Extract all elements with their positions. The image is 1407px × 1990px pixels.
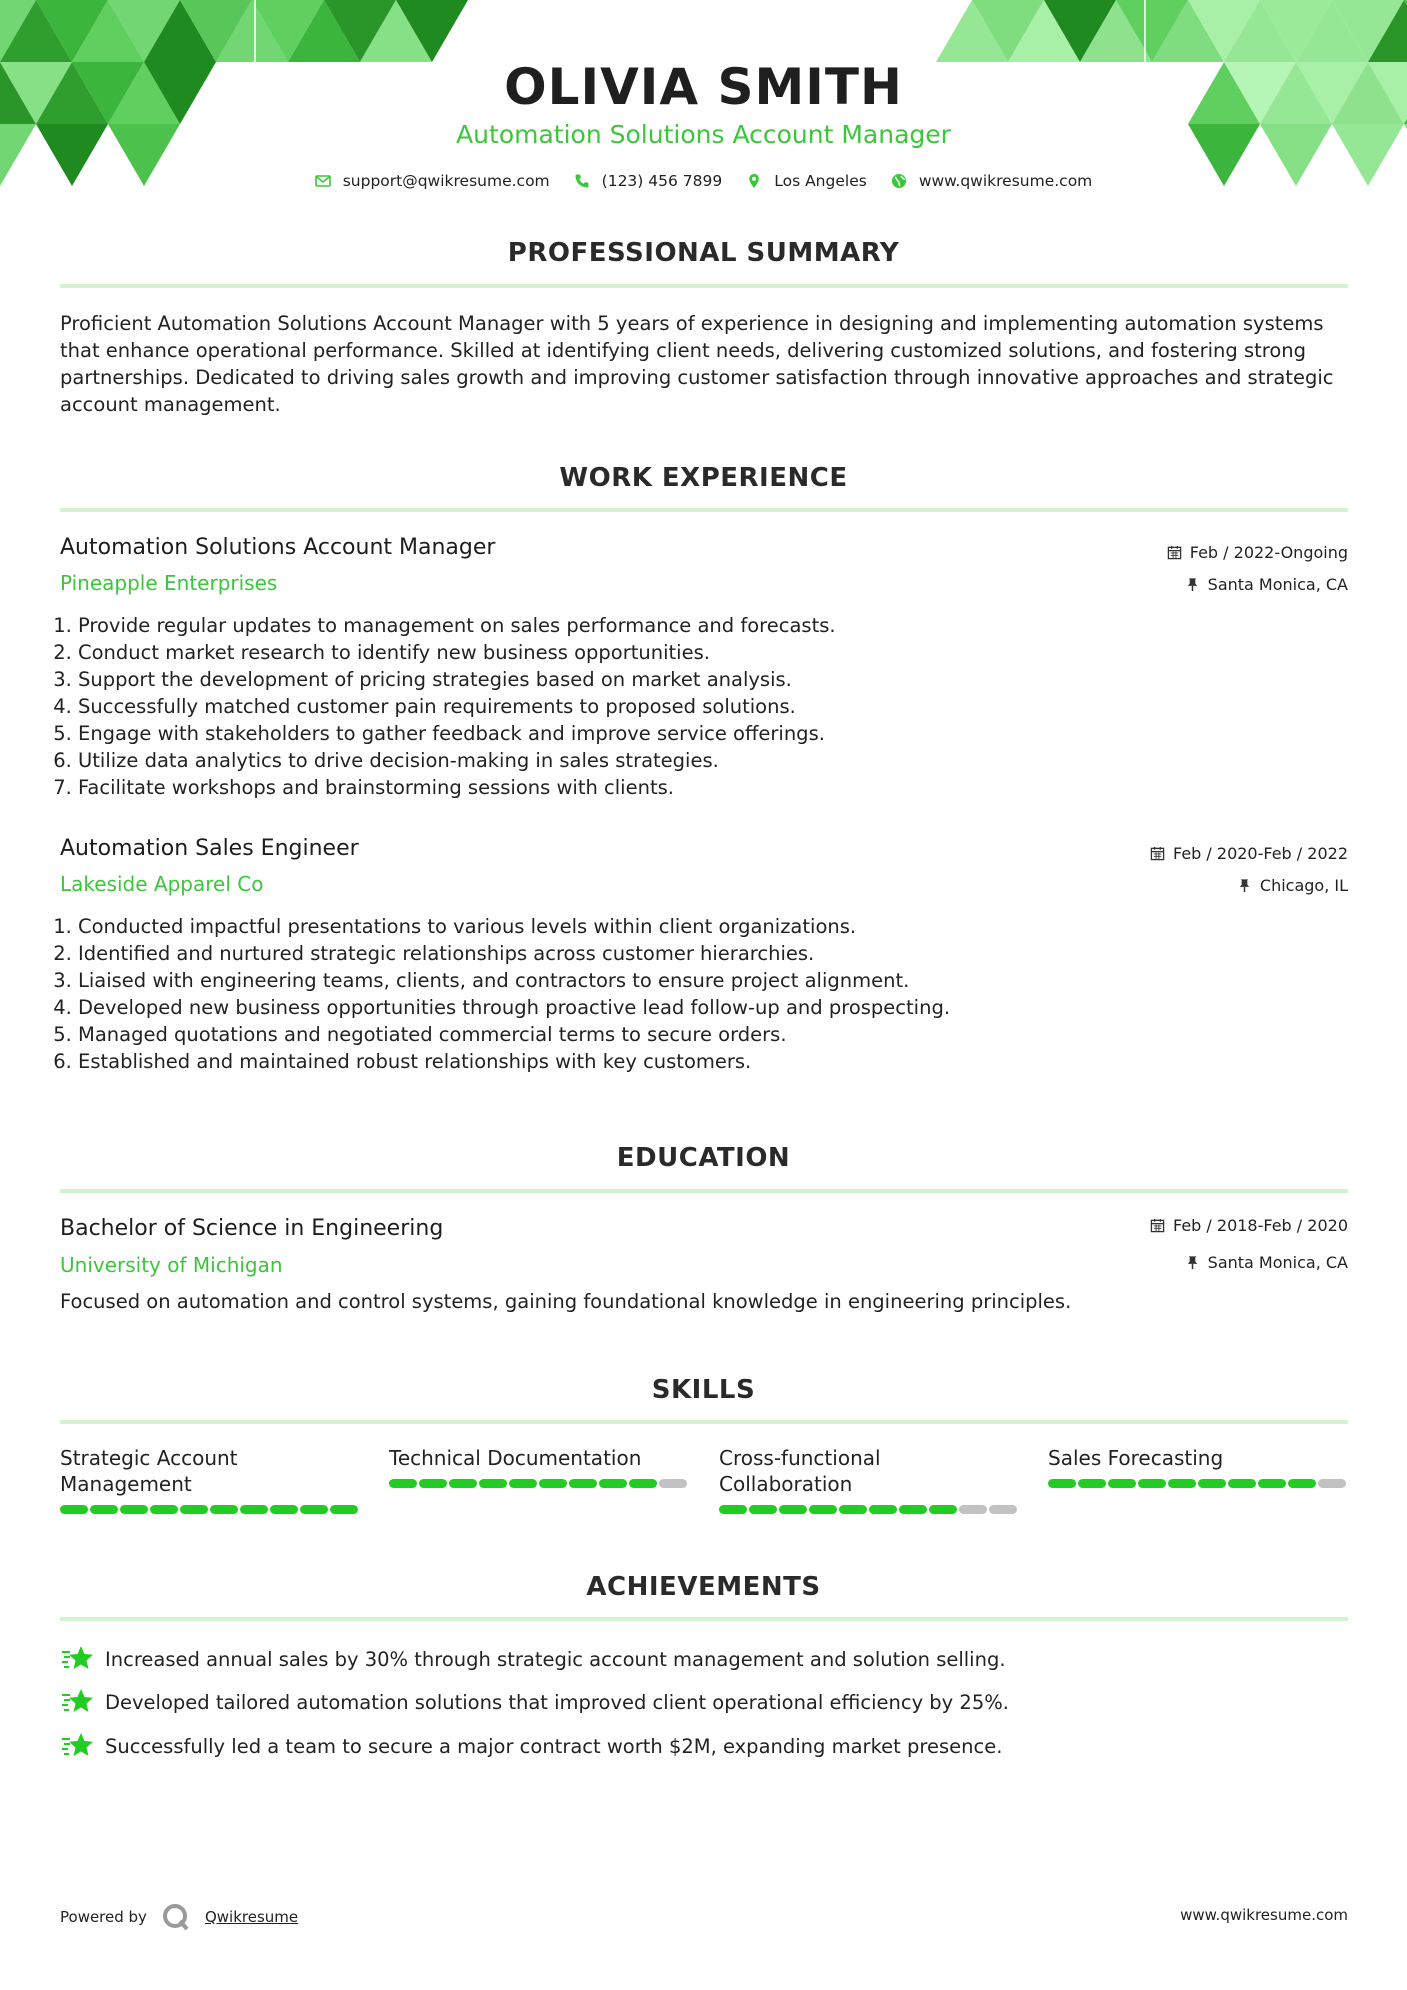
skill-item — [60, 1445, 360, 1514]
list-item: 6. Utilize data analytics to drive decision-making in sales strategies. — [78, 747, 836, 774]
skill-level-segment — [539, 1479, 567, 1488]
skill-level-segment — [839, 1505, 867, 1514]
skill-level-segment — [389, 1479, 417, 1488]
skill-level-segment — [330, 1505, 358, 1514]
list-item: 5. Engage with stakeholders to gather feedback and improve service offerings. — [78, 720, 836, 747]
skill-level-segment — [270, 1505, 298, 1514]
qwikresume-link[interactable]: Qwikresume — [204, 1908, 299, 1926]
star-icon — [60, 1644, 94, 1674]
achievement-text: Developed tailored automation solutions that improved client operational efficiency by 25%. — [105, 1690, 1009, 1714]
skill-level-segment — [90, 1505, 118, 1514]
skill-level-segment — [419, 1479, 447, 1488]
skill-level-segment — [120, 1505, 148, 1514]
skill-item — [389, 1445, 689, 1488]
job-2-location-text: Chicago, IL — [1259, 876, 1348, 895]
globe-icon — [891, 173, 907, 189]
list-item: 4. Successfully matched customer pain requirements to proposed solutions. — [78, 693, 836, 720]
phone-icon — [574, 173, 590, 189]
list-item: 7. Facilitate workshops and brainstorming sessions with clients. — [78, 774, 836, 801]
skill-level-segment — [989, 1505, 1017, 1514]
job-1-bullets — [52, 612, 836, 801]
skill-level-segment — [1138, 1479, 1166, 1488]
list-item: 5. Managed quotations and negotiated commercial terms to secure orders. — [78, 1021, 950, 1048]
skill-level-segment — [1198, 1479, 1226, 1488]
education-heading: EDUCATION — [616, 1143, 791, 1173]
list-item: 6. Established and maintained robust relationships with key customers. — [78, 1048, 950, 1075]
contact-bar — [0, 172, 1407, 190]
job-1-location — [1185, 575, 1348, 594]
skill-name: Sales Forecasting — [1048, 1446, 1224, 1470]
skill-level-segment — [150, 1505, 178, 1514]
skill-name: Cross-functional Collaboration — [719, 1446, 881, 1496]
education-description: Focused on automation and control systems, gaining foundational knowledge in engineering principles. — [60, 1290, 1072, 1313]
job-1-title: Automation Solutions Account Manager — [60, 535, 496, 560]
skill-level-segment — [899, 1505, 927, 1514]
skill-level-segment — [959, 1505, 987, 1514]
skill-level-segment — [779, 1505, 807, 1514]
envelope-icon — [315, 173, 331, 189]
skill-level-segment — [300, 1505, 328, 1514]
contact-website[interactable] — [891, 172, 1092, 190]
skill-level-segment — [1288, 1479, 1316, 1488]
skill-level-segment — [210, 1505, 238, 1514]
star-icon — [60, 1687, 94, 1717]
skill-level-segment — [449, 1479, 477, 1488]
achievement-text: Successfully led a team to secure a major contract worth $2M, expanding market presence. — [105, 1734, 1003, 1758]
achievements-divider — [60, 1617, 1348, 1621]
education-divider — [60, 1189, 1348, 1193]
list-item: 2. Conduct market research to identify new business opportunities. — [78, 639, 836, 666]
skill-level-segment — [869, 1505, 897, 1514]
powered-by-label: Powered by — [60, 1908, 147, 1926]
skill-level-bar — [719, 1505, 1019, 1514]
skill-level-segment — [629, 1479, 657, 1488]
skill-level-segment — [599, 1479, 627, 1488]
contact-phone[interactable] — [574, 172, 723, 190]
education-degree: Bachelor of Science in Engineering — [60, 1216, 444, 1241]
skill-level-bar — [60, 1505, 360, 1514]
job-2-title: Automation Sales Engineer — [60, 836, 359, 861]
job-2-dates-text: Feb / 2020-Feb / 2022 — [1173, 844, 1348, 863]
list-item: 1. Conducted impactful presentations to various levels within client organizations. — [78, 913, 950, 940]
skill-name: Technical Documentation — [389, 1446, 642, 1470]
list-item: 3. Liaised with engineering teams, clients, and contractors to ensure project alignment. — [78, 967, 950, 994]
footer-powered-by — [60, 1902, 298, 1932]
skill-level-segment — [569, 1479, 597, 1488]
achievements-heading: ACHIEVEMENTS — [586, 1572, 821, 1602]
summary-heading: PROFESSIONAL SUMMARY — [507, 238, 900, 268]
skill-level-segment — [60, 1505, 88, 1514]
skill-level-segment — [1258, 1479, 1286, 1488]
skill-level-segment — [1318, 1479, 1346, 1488]
skill-level-segment — [479, 1479, 507, 1488]
calendar-icon — [1167, 545, 1182, 560]
job-1-dates-text: Feb / 2022-Ongoing — [1189, 543, 1348, 562]
education-location-text: Santa Monica, CA — [1207, 1253, 1348, 1272]
job-1-location-text: Santa Monica, CA — [1207, 575, 1348, 594]
candidate-name: OLIVIA SMITH — [504, 58, 903, 116]
contact-phone-text: (123) 456 7899 — [601, 172, 723, 190]
contact-email[interactable] — [315, 172, 550, 190]
footer-website[interactable]: www.qwikresume.com — [1180, 1906, 1348, 1924]
skill-item — [1048, 1445, 1348, 1488]
experience-divider — [60, 508, 1348, 512]
calendar-icon — [1150, 1218, 1165, 1233]
skill-name: Strategic Account Management — [60, 1446, 238, 1496]
job-2-bullets — [52, 913, 950, 1075]
job-1-dates — [1167, 543, 1348, 562]
list-item: 3. Support the development of pricing strategies based on market analysis. — [78, 666, 836, 693]
skills-heading: SKILLS — [651, 1375, 756, 1405]
skill-level-segment — [1228, 1479, 1256, 1488]
skill-level-segment — [1078, 1479, 1106, 1488]
candidate-role: Automation Solutions Account Manager — [456, 120, 951, 149]
skill-item — [719, 1445, 1019, 1514]
contact-location-text: Los Angeles — [774, 172, 867, 190]
skill-level-bar — [1048, 1479, 1348, 1488]
achievement-text: Increased annual sales by 30% through strategic account management and solution selling. — [105, 1647, 1006, 1671]
skill-level-segment — [240, 1505, 268, 1514]
education-dates-text: Feb / 2018-Feb / 2020 — [1173, 1216, 1348, 1235]
contact-location — [746, 172, 867, 190]
skills-divider — [60, 1420, 1348, 1424]
skill-level-segment — [719, 1505, 747, 1514]
contact-website-text: www.qwikresume.com — [918, 172, 1093, 190]
achievement-item — [60, 1731, 1002, 1761]
skill-level-segment — [180, 1505, 208, 1514]
skill-level-segment — [1108, 1479, 1136, 1488]
calendar-icon — [1150, 846, 1165, 861]
education-location — [1185, 1253, 1348, 1272]
job-2-location — [1237, 876, 1348, 895]
skill-level-segment — [1168, 1479, 1196, 1488]
skill-level-bar — [389, 1479, 689, 1488]
skill-level-segment — [749, 1505, 777, 1514]
skill-level-segment — [929, 1505, 957, 1514]
job-1-company: Pineapple Enterprises — [60, 571, 278, 595]
skill-level-segment — [1048, 1479, 1076, 1488]
pushpin-icon — [1185, 1255, 1200, 1270]
map-pin-icon — [746, 173, 762, 189]
achievement-item — [60, 1687, 1009, 1717]
skill-level-segment — [809, 1505, 837, 1514]
experience-heading: WORK EXPERIENCE — [559, 463, 848, 493]
job-2-company: Lakeside Apparel Co — [60, 872, 264, 896]
skill-level-segment — [509, 1479, 537, 1488]
education-school: University of Michigan — [60, 1253, 283, 1277]
skill-level-segment — [659, 1479, 687, 1488]
list-item: 1. Provide regular updates to management on sales performance and forecasts. — [78, 612, 836, 639]
pushpin-icon — [1237, 878, 1252, 893]
summary-text: Proficient Automation Solutions Account Manager with 5 years of experience in designing and implementing automation systems that enhance operational performance. Skilled at identifying client needs, delivering customized solutions, and fostering strong partnerships. Dedicated to driving sales growth and improving customer satisfaction through innovative approaches and strategic account management. — [60, 312, 1334, 416]
list-item: 2. Identified and nurtured strategic relationships across customer hierarchies. — [78, 940, 950, 967]
qwikresume-logo-icon — [161, 1902, 191, 1932]
job-2-dates — [1150, 844, 1348, 863]
achievement-item — [60, 1644, 1006, 1674]
pushpin-icon — [1185, 577, 1200, 592]
summary-divider — [60, 284, 1348, 288]
contact-email-text: support@qwikresume.com — [342, 172, 550, 190]
star-icon — [60, 1731, 94, 1761]
list-item: 4. Developed new business opportunities through proactive lead follow-up and prospecting. — [78, 994, 950, 1021]
education-dates — [1150, 1216, 1348, 1235]
